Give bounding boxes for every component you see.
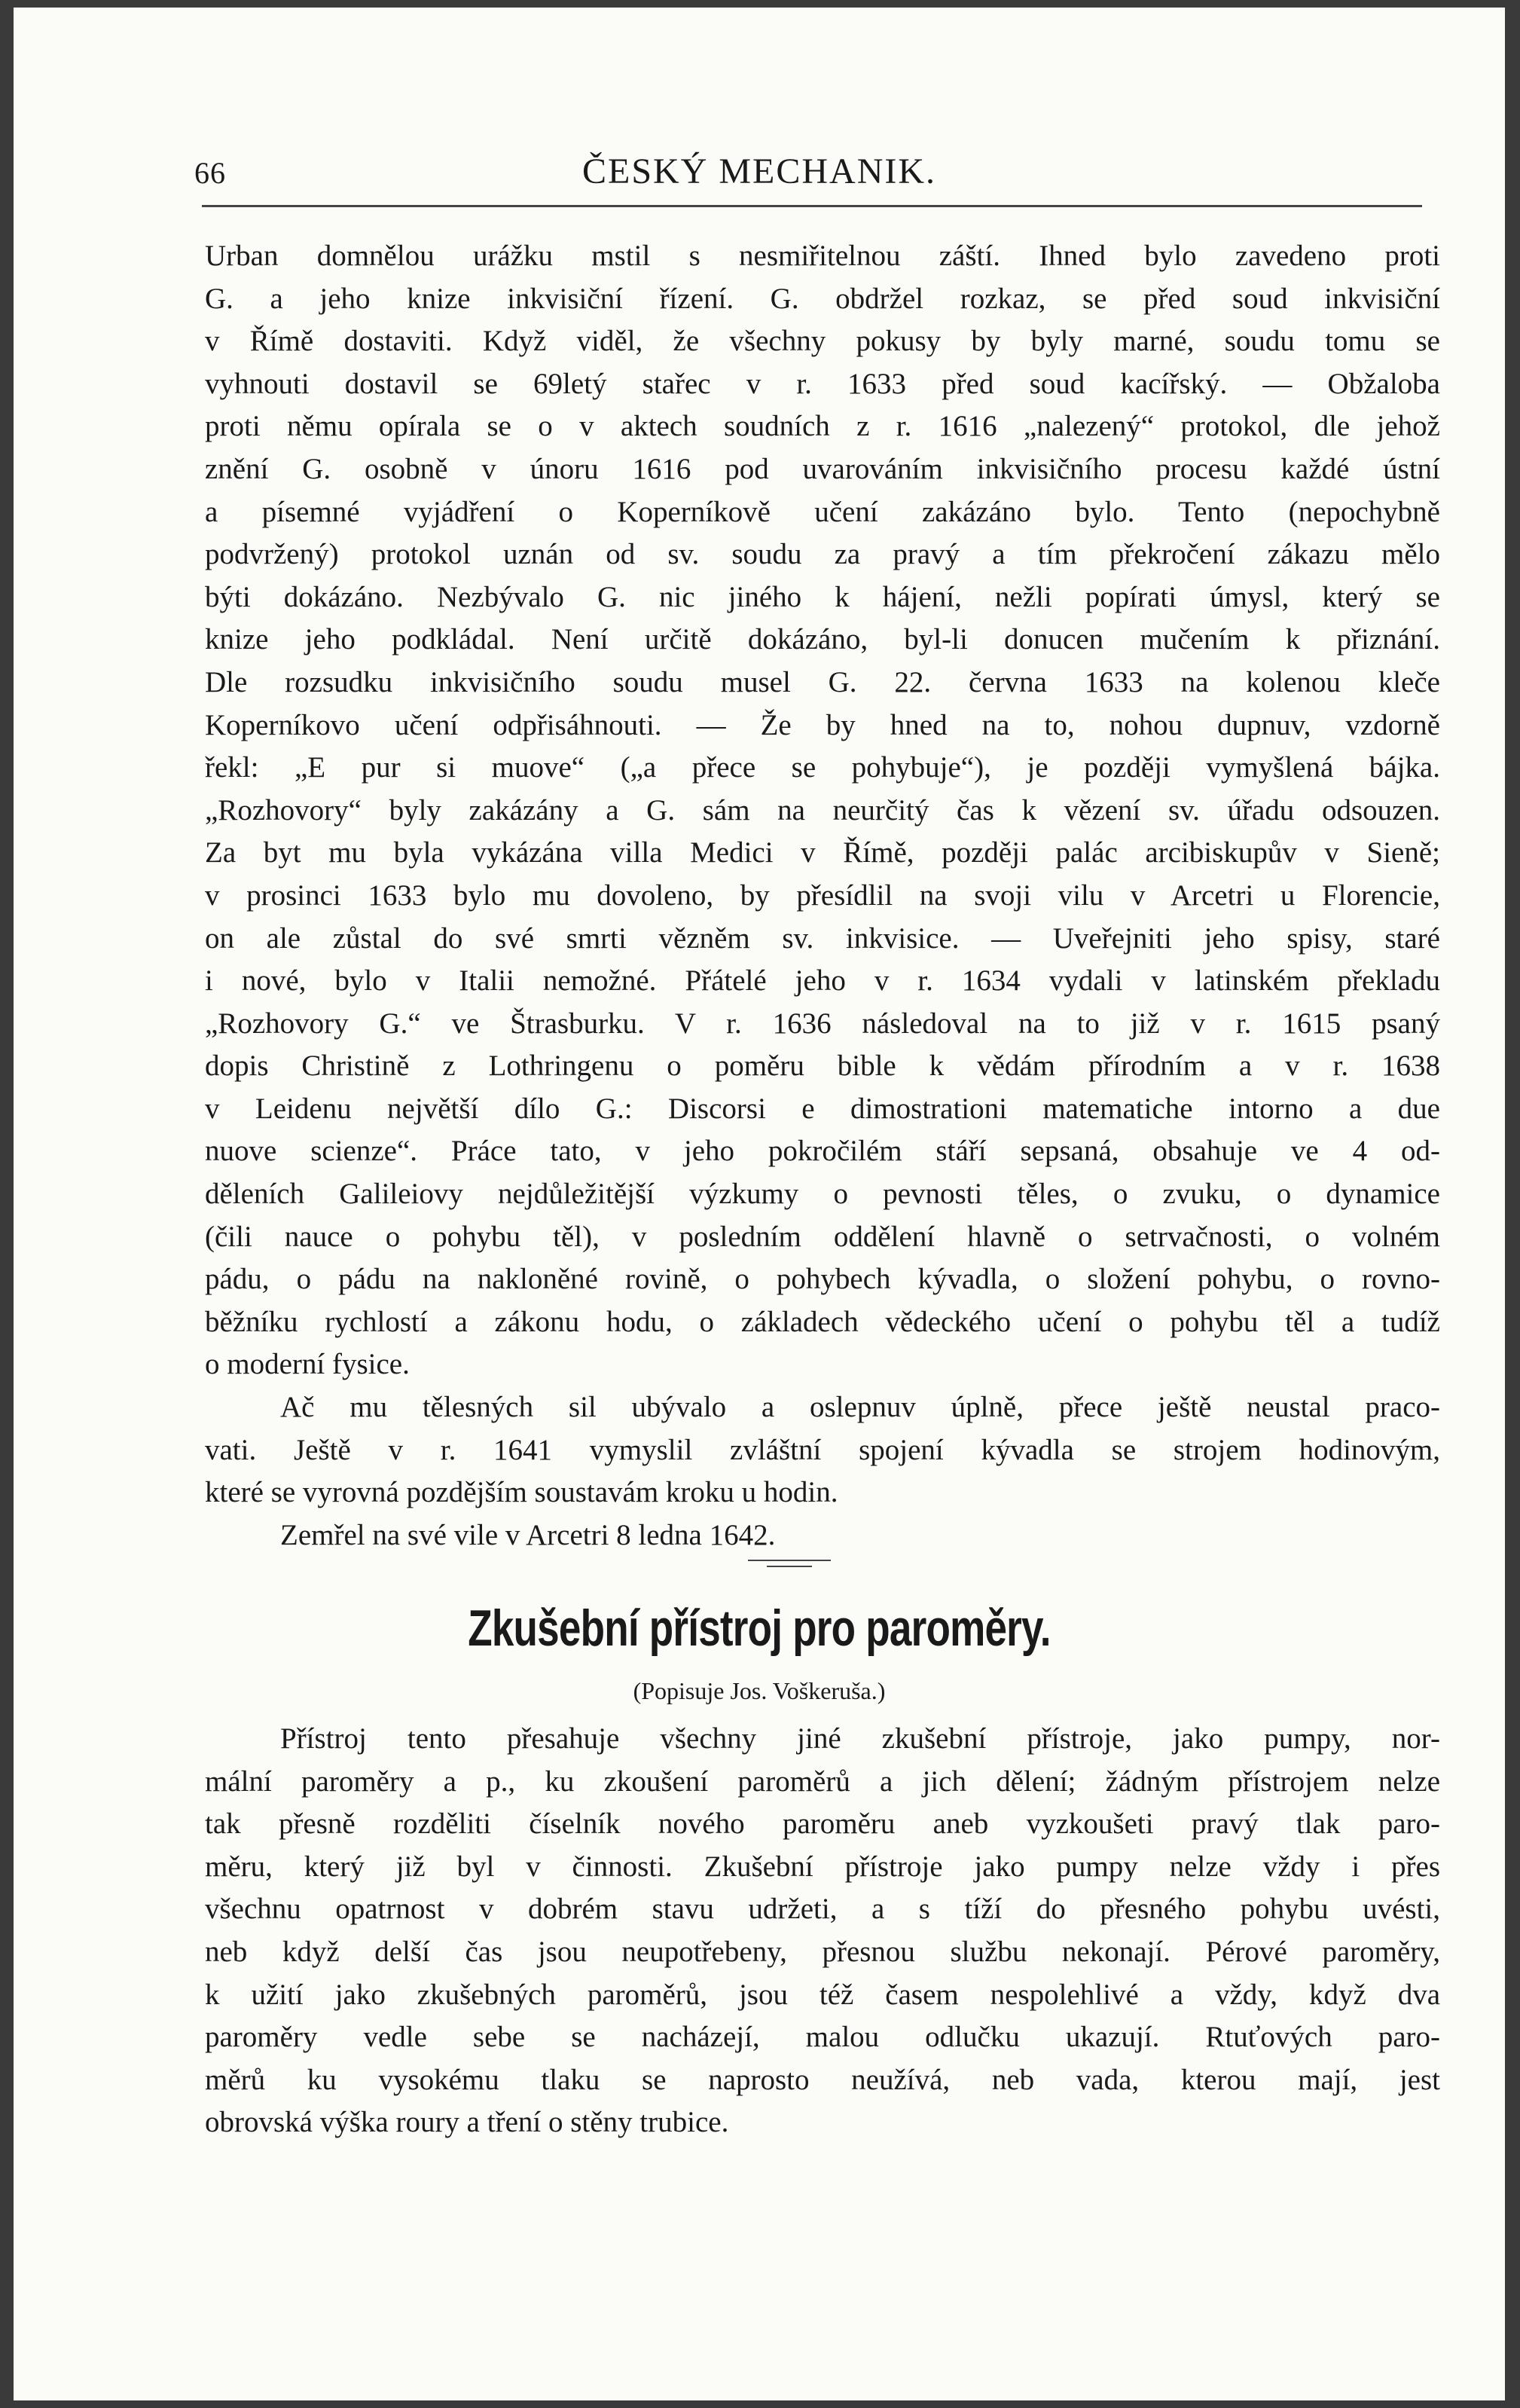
text-line: tak přesně rozděliti číselník nového paroměru aneb vyzkoušeti pravý tlak paro- bbox=[205, 1808, 1440, 1841]
text-line: G. a jeho knize inkvisiční řízení. G. obdržel rozkaz, se před soud inkvisiční bbox=[205, 282, 1440, 315]
document-page bbox=[14, 8, 1505, 2400]
text-line: vyhnouti dostavil se 69letý stařec v r. 1633 před soud kacířský. — Obžaloba bbox=[205, 367, 1440, 400]
article-pressure-gauge-text bbox=[205, 1718, 1440, 2144]
page-number: 66 bbox=[194, 156, 226, 190]
text-line: znění G. osobně v únoru 1616 pod uvarováním inkvisičního procesu každé ústní bbox=[205, 452, 1440, 485]
text-line: paroměry vedle sebe se nacházejí, malou odlučku ukazují. Rtuťových paro- bbox=[205, 2021, 1440, 2054]
section-title: Zkušební přístroj pro paroměry. bbox=[468, 1600, 1051, 1657]
text-line: pádu, o pádu na nakloněné rovině, o pohybech kývadla, o složení pohybu, o rovno- bbox=[205, 1263, 1440, 1296]
text-line: podvržený) protokol uznán od sv. soudu za pravý a tím překročení zákazu mělo bbox=[205, 538, 1440, 571]
text-line: proti němu opírala se o v aktech soudních z r. 1616 „nalezený“ protokol, dle jehož bbox=[205, 410, 1440, 443]
text-line: mální paroměry a p., ku zkoušení paroměrů a jich dělení; žádným přístrojem nelze bbox=[205, 1765, 1440, 1798]
text-line: „Rozhovory G.“ ve Štrasburku. V r. 1636 následoval na to již v r. 1615 psaný bbox=[205, 1007, 1440, 1040]
text-line: o moderní fysice. bbox=[205, 1348, 410, 1381]
text-line: neb když delší čas jsou neupotřebeny, přesnou službu nekonají. Pérové paroměry, bbox=[205, 1935, 1440, 1968]
text-line: býti dokázáno. Nezbývalo G. nic jiného k hájení, nežli popírati úmysl, který se bbox=[205, 580, 1440, 613]
journal-title: ČESKÝ MECHANIK. bbox=[581, 151, 936, 191]
article-galileo-text bbox=[205, 235, 1440, 1557]
text-line: běžníku rychlostí a zákonu hodu, o základech vědeckého učení o pohybu těl a tudíž bbox=[205, 1305, 1440, 1338]
text-line: Zemřel na své vile v Arcetri 8 ledna 1642. bbox=[280, 1518, 776, 1551]
header-rule bbox=[202, 205, 1422, 207]
text-line: a písemné vyjádření o Koperníkově učení zakázáno bylo. Tento (nepochybně bbox=[205, 495, 1440, 528]
text-line: „Rozhovory“ byly zakázány a G. sám na neurčitý čas k vězení sv. úřadu odsouzen. bbox=[205, 793, 1440, 827]
text-line: všechnu opatrnost v dobrém stavu udržeti, a s tíží do přesného pohybu uvésti, bbox=[205, 1893, 1440, 1926]
text-line: děleních Galileiovy nejdůležitější výzkumy o pevnosti těles, o zvuku, o dynamice bbox=[205, 1178, 1440, 1211]
text-line: měru, který již byl v činnosti. Zkušební přístroje jako pumpy nelze vždy i přes bbox=[205, 1850, 1440, 1883]
text-line: vati. Ještě v r. 1641 vymyslil zvláštní spojení kývadla se strojem hodinovým, bbox=[205, 1433, 1440, 1466]
text-line: Urban domnělou urážku mstil s nesmiřitelnou záští. Ihned bylo zavedeno proti bbox=[205, 240, 1440, 272]
text-line: knize jeho podkládal. Není určitě dokázáno, byl-li donucen mučením k přiznání. bbox=[205, 623, 1440, 656]
text-line: Za byt mu byla vykázána villa Medici v Římě, později palác arcibiskupův v Sieně; bbox=[205, 836, 1440, 869]
text-line: Koperníkovo učení odpřisáhnouti. — Že by hned na to, nohou dupnuv, vzdorně bbox=[205, 708, 1440, 741]
section-byline: (Popisuje Jos. Voškeruša.) bbox=[633, 1677, 886, 1704]
text-line: v prosinci 1633 bylo mu dovoleno, by přesídlil na svoji vilu v Arcetri u Florencie, bbox=[205, 879, 1440, 912]
text-line: měrů ku vysokému tlaku se naprosto neužívá, neb vada, kterou mají, jest bbox=[205, 2063, 1440, 2096]
text-line: v Římě dostaviti. Když viděl, že všechny pokusy by byly marné, soudu tomu se bbox=[205, 325, 1440, 358]
text-line: obrovská výška roury a tření o stěny trubice. bbox=[205, 2106, 729, 2139]
text-line: (čili nauce o pohybu těl), v posledním oddělení hlavně o setrvačnosti, o volném bbox=[205, 1220, 1440, 1253]
text-line: on ale zůstal do své smrti vězněm sv. inkvisice. — Uveřejniti jeho spisy, staré bbox=[205, 921, 1440, 955]
text-line: dopis Christině z Lothringenu o poměru bible k vědám přírodním a v r. 1638 bbox=[205, 1050, 1440, 1083]
text-line: nuove scienze“. Práce tato, v jeho pokročilém stáří sepsaná, obsahuje ve 4 od- bbox=[205, 1135, 1440, 1168]
text-line: k užití jako zkušebných paroměrů, jsou též časem nespolehlivé a vždy, když dva bbox=[205, 1978, 1440, 2011]
text-line: Přístroj tento přesahuje všechny jiné zkušební přístroje, jako pumpy, nor- bbox=[280, 1722, 1440, 1755]
text-line: Ač mu tělesných sil ubývalo a oslepnuv úplně, přece ještě neustal praco- bbox=[280, 1391, 1440, 1424]
text-line: v Leidenu největší dílo G.: Discorsi e dimostrationi matematiche intorno a due bbox=[205, 1092, 1440, 1125]
text-line: které se vyrovná pozdějším soustavám kroku u hodin. bbox=[205, 1476, 838, 1509]
text-line: i nové, bylo v Italii nemožné. Přátelé jeho v r. 1634 vydali v latinském překladu bbox=[205, 964, 1440, 998]
text-line: řekl: „E pur si muove“ („a přece se pohybuje“), je později vymyšlená bájka. bbox=[205, 751, 1440, 784]
section-divider bbox=[748, 1560, 831, 1570]
text-line: Dle rozsudku inkvisičního soudu musel G. 22. června 1633 na kolenou kleče bbox=[205, 665, 1440, 698]
